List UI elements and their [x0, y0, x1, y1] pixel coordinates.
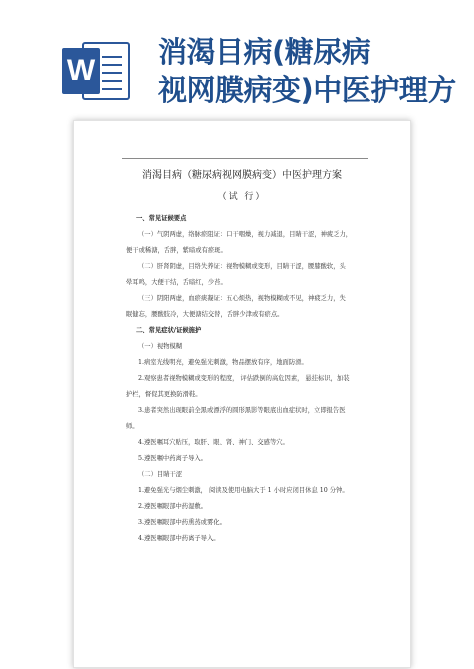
subsection-heading: （二）目睛干涩: [138, 471, 183, 478]
document-subtitle: （试 行）: [217, 192, 267, 202]
word-letter: W: [62, 48, 100, 94]
paragraph-line: 5.遵医嘱中药离子导入。: [138, 455, 207, 462]
paragraph-line: 2.观察患者视物模糊或变形的程度， 评估跌倒的高危因素， 悬挂标识，加装: [138, 375, 350, 382]
paragraph-line: 3.遵医嘱眼部中药熏蒸或雾化。: [138, 519, 226, 526]
paragraph-line: 师。: [126, 423, 139, 430]
banner-title-line-2: 视网膜病变)中医护理方: [158, 73, 456, 107]
paragraph-line: 3.患者突然出现眼前全黑或漂浮的圆形黑影等眼底出血症状时，立即报告医: [138, 407, 346, 414]
section-heading: 二、常见症状/证候施护: [136, 327, 202, 334]
paragraph-line: 1.避免强光与烟尘刺激， 阅读及使用电脑大于 1 小时应闭目休息 10 分钟。: [138, 487, 349, 494]
paragraph-line: 4.遵医嘱耳穴贴压，取肝、眼、肾、神门、交感等穴。: [138, 439, 289, 446]
document-page: [73, 120, 411, 668]
paragraph-line: （三）阴阳两虚，血瘀痰凝证：五心烦热，视物模糊或不见，神疲乏力，失: [138, 295, 346, 302]
paragraph-line: 2.遵医嘱眼部中药湿敷。: [138, 503, 207, 510]
banner-title-line-1: 消渴目病(糖尿病: [158, 35, 371, 69]
word-icon: [62, 42, 132, 100]
document-body: [126, 211, 378, 547]
paragraph-line: 4.遵医嘱眼部中药离子导入。: [138, 535, 220, 542]
paragraph-line: 眠健忘，腰酸肢冷，大便溏结交替，舌胖少津或有瘀点。: [126, 311, 284, 318]
subsection-heading: （一）视物模糊: [138, 343, 183, 350]
paragraph-line: 护栏，督促其更换防滑鞋。: [126, 391, 202, 398]
section-heading: 一、常见证候要点: [136, 215, 187, 222]
paragraph-line: 晕耳鸣，大便干结，舌暗红，少苔。: [126, 279, 227, 286]
document-title: 消渴目病（糖尿病视网膜病变）中医护理方案: [142, 170, 342, 181]
paragraph-line: 便干或稀溏，舌胖，紫暗或有瘀斑。: [126, 247, 227, 254]
paragraph-line: 1.病室光线明亮，避免强光刺激，物品摆放有序，地面防滑。: [138, 359, 308, 366]
paragraph-line: （一）气阴两虚，络脉瘀阻证：口干咽燥，视力减退，目睛干涩，神疲乏力，: [138, 231, 353, 238]
header-rule: [122, 158, 368, 159]
paragraph-line: （二）肝肾阴虚，目络失养证：视物模糊或变形，目睛干涩，腰膝酸软，头: [138, 263, 346, 270]
header-banner: [0, 0, 474, 118]
